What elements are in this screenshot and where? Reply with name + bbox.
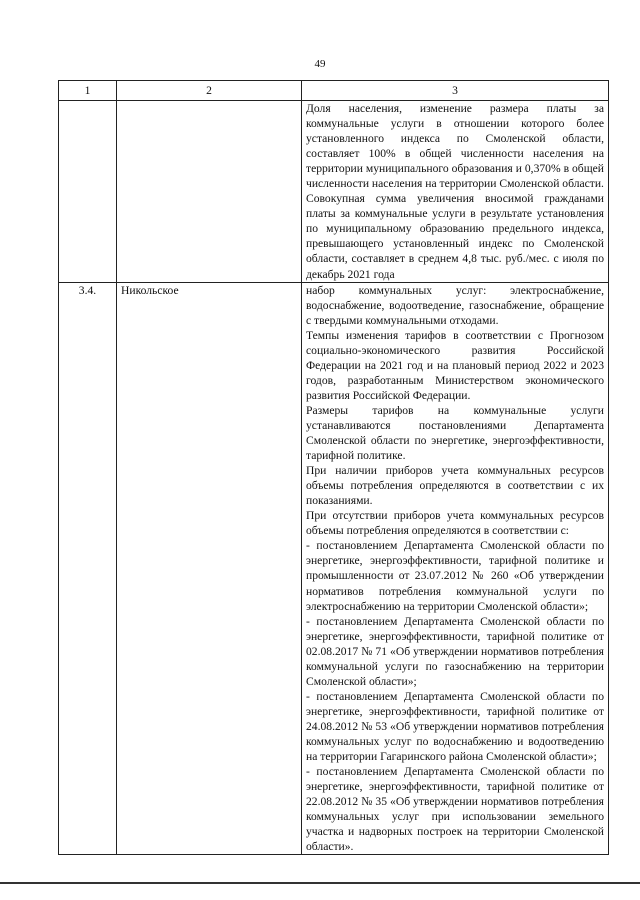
paragraph: - постановлением Департамента Смоленской области по энергетике, энергоэффективности, тарифной политике от 24.08.2012 № 53 «Об утверждении нормативов потребления коммунальных услуг по водоснабжению и водоотведению на территории Гагаринского района Смоленской области»;: [306, 689, 604, 764]
paragraph: Совокупная сумма увеличения вносимой гражданами платы за коммунальные услуги в результате установления по муниципальному образованию предельного индекса, превышающего установленный индекс по Смоленской области, составляет в среднем 4,8 тыс. руб./мес. с июля по декабрь 2021 года: [306, 192, 604, 281]
paragraph: Темпы изменения тарифов в соответствии с Прогнозом социально-экономического развития Российской Федерации на 2021 год и на плановый период 2022 и 2023 годов, разработанным Министерством экономического развития Российской Федерации.: [306, 328, 604, 402]
row-number-cell: 3.4.: [59, 282, 117, 855]
settlement-name-cell: [117, 101, 302, 283]
row-number-cell: [59, 101, 117, 283]
header-col-3: 3: [302, 81, 609, 101]
table-row: [59, 282, 609, 855]
paragraph: набор коммунальных услуг: электроснабжение, водоснабжение, водоотведение, газоснабжение, обращение с твердыми коммунальными отходами.: [306, 283, 604, 327]
paragraph: Размеры тарифов на коммунальные услуги устанавливаются постановлениями Департамента Смоленской области по энергетике, энергоэффективности, тарифной политике.: [306, 403, 604, 463]
document-table: [58, 80, 609, 855]
header-col-2: 2: [117, 81, 302, 101]
paragraph: - постановлением Департамента Смоленской области по энергетике, энергоэффективности, тарифной политике от 02.08.2017 № 71 «Об утверждении нормативов потребления коммунальной услуги по газоснабжению на территории Смоленской области»;: [306, 614, 604, 688]
page-bottom-divider: [0, 882, 640, 884]
paragraph: Доля населения, изменение размера платы за коммунальные услуги в отношении которого более установленного индекса по Смоленской области, составляет 100% в общей численности населения на территории муниципального образования и 0,370% в общей численности населения на территории Смоленской области.: [306, 102, 604, 191]
page-number: 49: [314, 58, 326, 70]
description-cell: [302, 101, 609, 283]
paragraph: При отсутствии приборов учета коммунальных ресурсов объемы потребления определяются в соответствии с:: [306, 509, 604, 538]
description-cell: [302, 282, 609, 855]
paragraph: При наличии приборов учета коммунальных ресурсов объемы потребления определяются в соответствии с их показаниями.: [306, 464, 604, 508]
header-col-1: 1: [59, 81, 117, 101]
paragraph: - постановлением Департамента Смоленской области по энергетике, энергоэффективности, тарифной политике от 22.08.2012 № 35 «Об утверждении нормативов потребления коммунальных услуг при использовании земельного участка и надворных построек на территории Смоленской области».: [306, 765, 604, 854]
settlement-name-cell: Никольское: [117, 282, 302, 855]
table-header-row: [59, 81, 609, 101]
table-row: [59, 101, 609, 283]
paragraph: - постановлением Департамента Смоленской области по энергетике, энергоэффективности, тарифной политике и промышленности от 23.07.2012 № 260 «Об утверждении нормативов потребления коммунальной услуги по электроснабжению на территории Смоленской области»;: [306, 539, 604, 613]
